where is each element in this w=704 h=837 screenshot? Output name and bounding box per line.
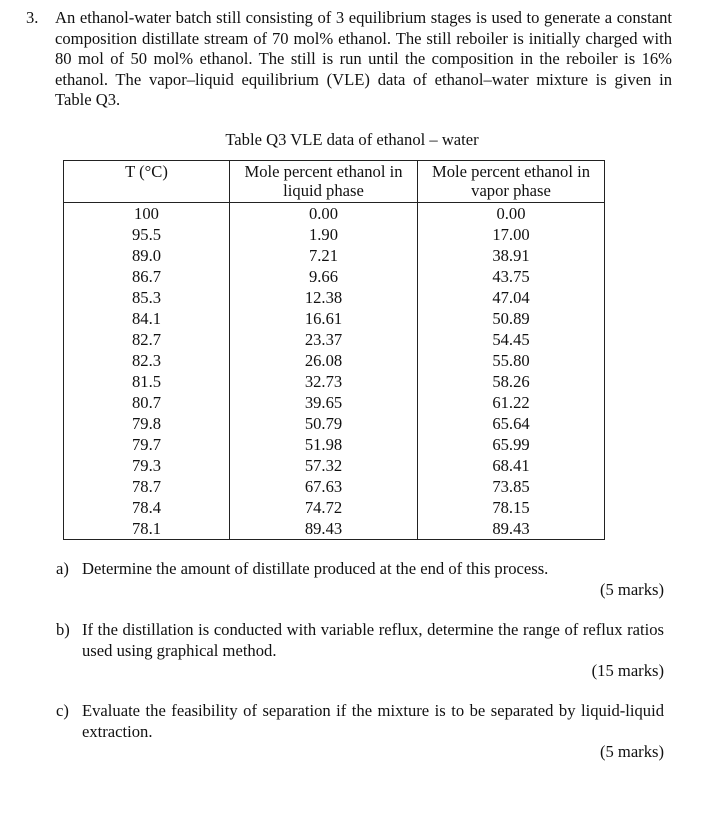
liquid-phase-cell: 1.90 <box>230 224 418 245</box>
vapor-phase-cell: 47.04 <box>418 287 605 308</box>
vapor-phase-cell: 0.00 <box>418 203 605 225</box>
temperature-cell: 89.0 <box>64 245 230 266</box>
liquid-phase-cell: 74.72 <box>230 497 418 518</box>
temperature-cell: 78.4 <box>64 497 230 518</box>
table-row <box>64 308 605 329</box>
liquid-phase-cell: 0.00 <box>230 203 418 225</box>
question-3 <box>26 8 672 111</box>
table-row <box>64 371 605 392</box>
part-a-label: a) <box>56 559 69 578</box>
part-a <box>56 559 664 580</box>
temperature-cell: 78.7 <box>64 476 230 497</box>
vapor-phase-cell: 54.45 <box>418 329 605 350</box>
vapor-phase-cell: 61.22 <box>418 392 605 413</box>
table-row <box>64 518 605 540</box>
table-body <box>64 203 605 540</box>
header-temperature: T (°C) <box>64 161 230 203</box>
vapor-phase-cell: 58.26 <box>418 371 605 392</box>
liquid-phase-cell: 50.79 <box>230 413 418 434</box>
table-row <box>64 434 605 455</box>
liquid-phase-cell: 26.08 <box>230 350 418 371</box>
vapor-phase-cell: 38.91 <box>418 245 605 266</box>
table-row <box>64 245 605 266</box>
table-header-row <box>64 161 605 203</box>
table-row <box>64 266 605 287</box>
table-row <box>64 497 605 518</box>
liquid-phase-cell: 39.65 <box>230 392 418 413</box>
question-number: 3. <box>26 8 39 27</box>
temperature-cell: 95.5 <box>64 224 230 245</box>
temperature-cell: 79.8 <box>64 413 230 434</box>
table-row <box>64 455 605 476</box>
liquid-phase-cell: 7.21 <box>230 245 418 266</box>
liquid-phase-cell: 51.98 <box>230 434 418 455</box>
part-b-text: If the distillation is conducted with variable reflux, determine the range of reflux ratios used using graphical method. <box>82 620 664 660</box>
temperature-cell: 86.7 <box>64 266 230 287</box>
table-row <box>64 413 605 434</box>
vapor-phase-cell: 73.85 <box>418 476 605 497</box>
part-b <box>56 620 664 661</box>
liquid-phase-cell: 16.61 <box>230 308 418 329</box>
vapor-phase-cell: 43.75 <box>418 266 605 287</box>
table-row <box>64 476 605 497</box>
header-vapor-phase: Mole percent ethanol in vapor phase <box>418 161 605 203</box>
vapor-phase-cell: 89.43 <box>418 518 605 540</box>
temperature-cell: 82.3 <box>64 350 230 371</box>
table-row <box>64 329 605 350</box>
vapor-phase-cell: 17.00 <box>418 224 605 245</box>
vapor-phase-cell: 55.80 <box>418 350 605 371</box>
temperature-cell: 82.7 <box>64 329 230 350</box>
temperature-cell: 80.7 <box>64 392 230 413</box>
part-c-text: Evaluate the feasibility of separation if the mixture is to be separated by liquid-liquid extraction. <box>82 701 664 741</box>
part-b-label: b) <box>56 620 70 639</box>
liquid-phase-cell: 67.63 <box>230 476 418 497</box>
table-row <box>64 224 605 245</box>
temperature-cell: 84.1 <box>64 308 230 329</box>
vle-table <box>63 160 605 540</box>
part-a-text: Determine the amount of distillate produced at the end of this process. <box>82 559 549 578</box>
vapor-phase-cell: 65.64 <box>418 413 605 434</box>
liquid-phase-cell: 12.38 <box>230 287 418 308</box>
temperature-cell: 79.7 <box>64 434 230 455</box>
table-row <box>64 392 605 413</box>
liquid-phase-cell: 89.43 <box>230 518 418 540</box>
liquid-phase-cell: 23.37 <box>230 329 418 350</box>
part-b-marks: (15 marks) <box>591 661 664 680</box>
vapor-phase-cell: 50.89 <box>418 308 605 329</box>
temperature-cell: 85.3 <box>64 287 230 308</box>
part-a-marks: (5 marks) <box>599 580 664 599</box>
header-liquid-phase: Mole percent ethanol in liquid phase <box>230 161 418 203</box>
liquid-phase-cell: 9.66 <box>230 266 418 287</box>
part-c-label: c) <box>56 701 69 720</box>
temperature-cell: 78.1 <box>64 518 230 540</box>
temperature-cell: 81.5 <box>64 371 230 392</box>
vapor-phase-cell: 65.99 <box>418 434 605 455</box>
liquid-phase-cell: 57.32 <box>230 455 418 476</box>
temperature-cell: 79.3 <box>64 455 230 476</box>
part-c <box>56 701 664 742</box>
table-row <box>64 350 605 371</box>
table-row <box>64 203 605 225</box>
temperature-cell: 100 <box>64 203 230 225</box>
liquid-phase-cell: 32.73 <box>230 371 418 392</box>
vapor-phase-cell: 68.41 <box>418 455 605 476</box>
table-caption: Table Q3 VLE data of ethanol – water <box>225 130 479 149</box>
table-row <box>64 287 605 308</box>
part-c-marks: (5 marks) <box>599 742 664 761</box>
question-text: An ethanol-water batch still consisting of 3 equilibrium stages is used to generate a constant composition distillate stream of 70 mol% ethanol. The still reboiler is initially charged with 80 mol of 50 mol% ethanol. The still is run until the composition in the reboiler is 16% ethanol. The vapor–liquid equilibrium (VLE) data of ethanol–water mixture is given in Table Q3. <box>55 8 672 110</box>
vapor-phase-cell: 78.15 <box>418 497 605 518</box>
